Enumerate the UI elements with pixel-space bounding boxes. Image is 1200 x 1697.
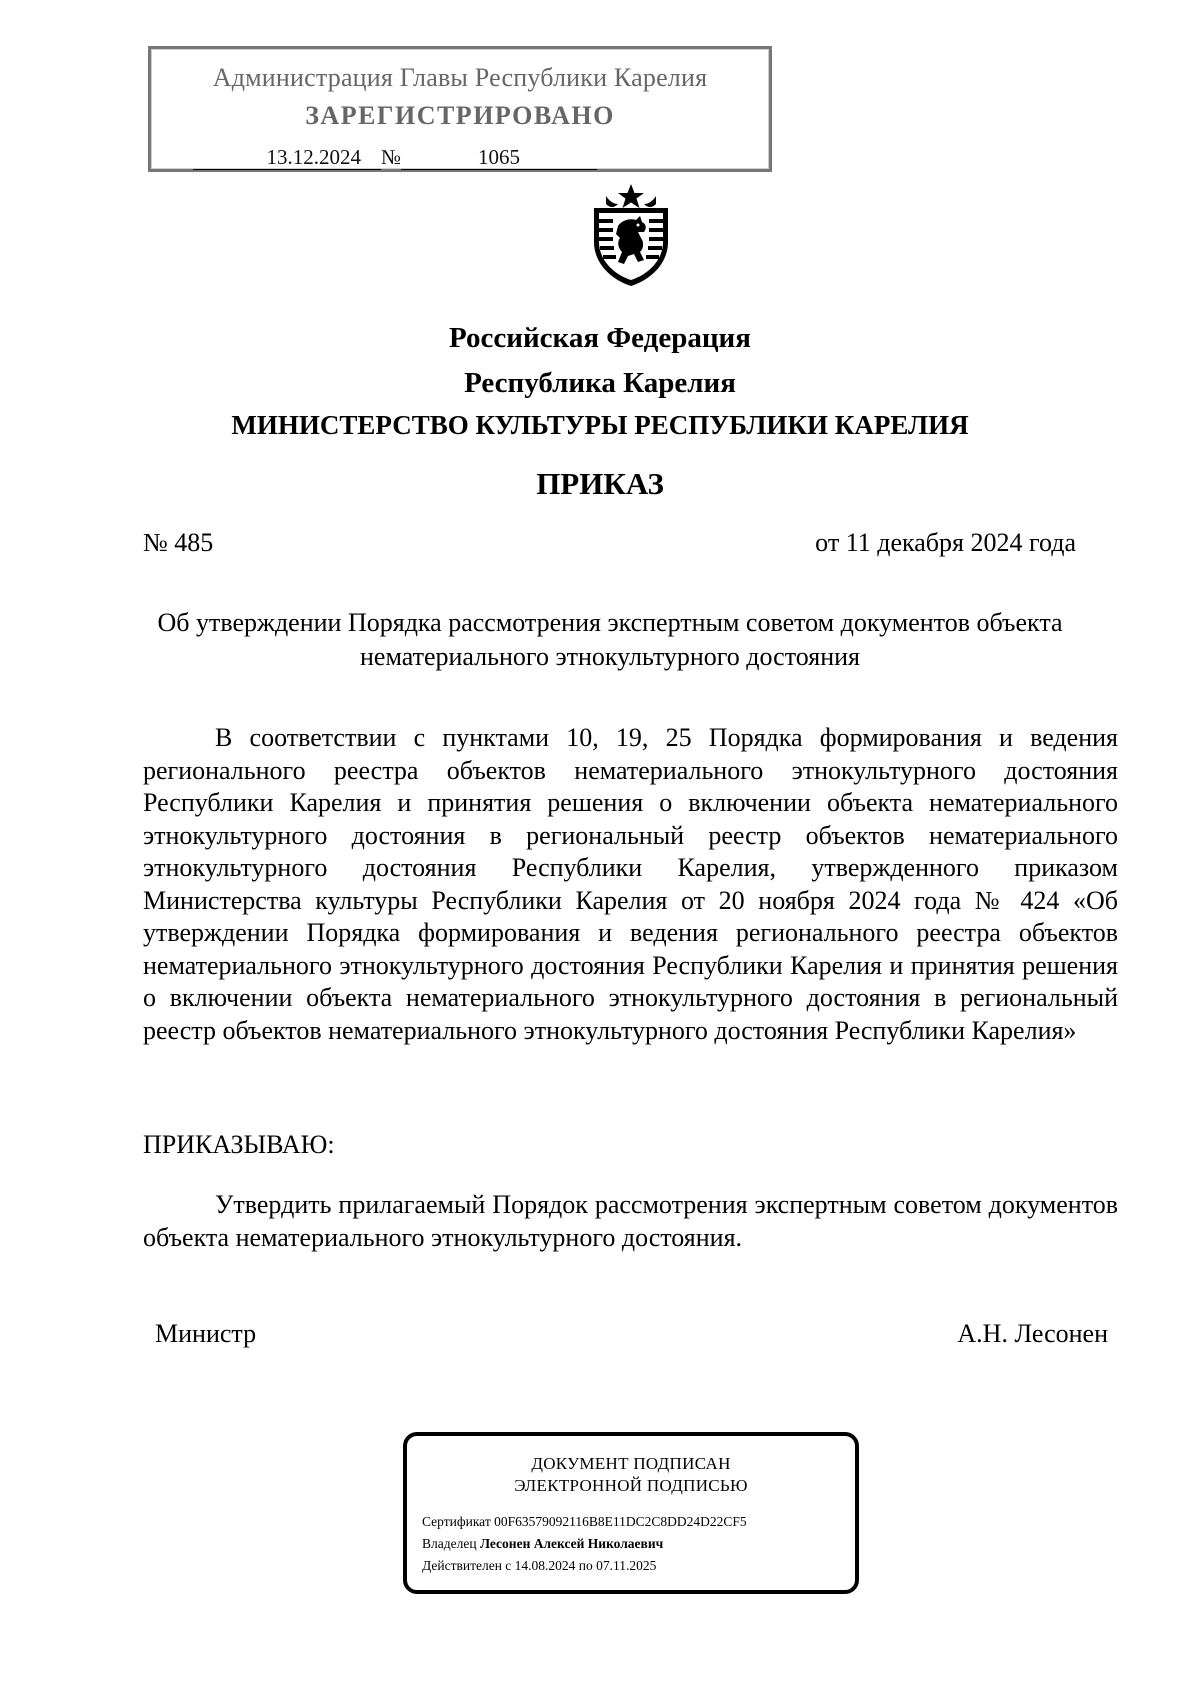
preamble-paragraph: В соответствии с пунктами 10, 19, 25 Порядка формирования и ведения регионального реестра объектов нематериального этнокультурного достояния Республики Карелия и принятия решения о включении объекта нематериального этнокультурного достояния в региональный реестр объектов нематериального этнокультурного достояния Республики Карелия, утвержденного приказом Министерства культуры Республики Карелия от 20 ноября 2024 года № 424 «Об утверждении Порядка формирования и ведения регионального реестра объектов нематериального этнокультурного достояния Республики Карелия и принятия решения о включении объекта нематериального этнокультурного достояния в региональный реестр объектов нематериального этнокультурного достояния Республики Карелия» (143, 723, 1118, 1045)
region-heading: Республика Карелия (464, 367, 736, 399)
signer-title: Министр (155, 1319, 257, 1348)
order-number: № 485 (143, 528, 214, 557)
stamp-number-label: № (381, 145, 402, 169)
esig-certificate-label: Сертификат (422, 1514, 491, 1529)
esig-validity-row (422, 1558, 656, 1574)
stamp-status: ЗАРЕГИСТРИРОВАНО (305, 101, 615, 130)
document-type-heading: ПРИКАЗ (536, 466, 664, 501)
esig-owner-row (422, 1536, 663, 1552)
order-date: от 11 декабря 2024 года (815, 528, 1076, 557)
stamp-number: 1065 (401, 145, 597, 170)
karelia-coat-of-arms-icon (584, 182, 678, 288)
stamp-date-field (193, 145, 381, 170)
stamp-authority: Администрация Главы Республики Карелия (212, 63, 708, 92)
esig-owner-value: Лесонен Алексей Николаевич (479, 1536, 664, 1551)
esig-valid-to: 07.11.2025 (596, 1558, 657, 1573)
electronic-signature-box (403, 1432, 859, 1594)
esig-owner-label: Владелец (422, 1536, 477, 1551)
esig-valid-label: Действителен с (422, 1558, 512, 1573)
order-subject: Об утверждении Порядка рассмотрения экспертным советом документов объекта нематериального этнокультурного достояния (157, 608, 1063, 671)
resolution-paragraph: Утвердить прилагаемый Порядок рассмотрения экспертным советом документов объекта нематериального этнокультурного достояния. (143, 1190, 1118, 1252)
registration-stamp (148, 46, 772, 172)
order-word: ПРИКАЗЫВАЮ: (143, 1130, 335, 1159)
esig-certificate-row (422, 1514, 747, 1530)
esig-heading-line1: ДОКУМЕНТ ПОДПИСАН (531, 1454, 731, 1473)
country-heading: Российская Федерация (449, 322, 751, 354)
ministry-heading: МИНИСТЕРСТВО КУЛЬТУРЫ РЕСПУБЛИКИ КАРЕЛИЯ (231, 410, 969, 440)
esig-valid-to-label: по (578, 1558, 593, 1573)
esig-heading-line2: ЭЛЕКТРОННОЙ ПОДПИСЬЮ (514, 1476, 748, 1495)
stamp-registration-row (193, 145, 597, 171)
esig-valid-from: 14.08.2024 (514, 1558, 576, 1573)
signer-name: А.Н. Лесонен (957, 1319, 1108, 1348)
esig-certificate-value: 00F63579092116B8E11DC2C8DD24D22CF5 (494, 1514, 747, 1529)
stamp-date: 13.12.2024 (266, 145, 361, 169)
